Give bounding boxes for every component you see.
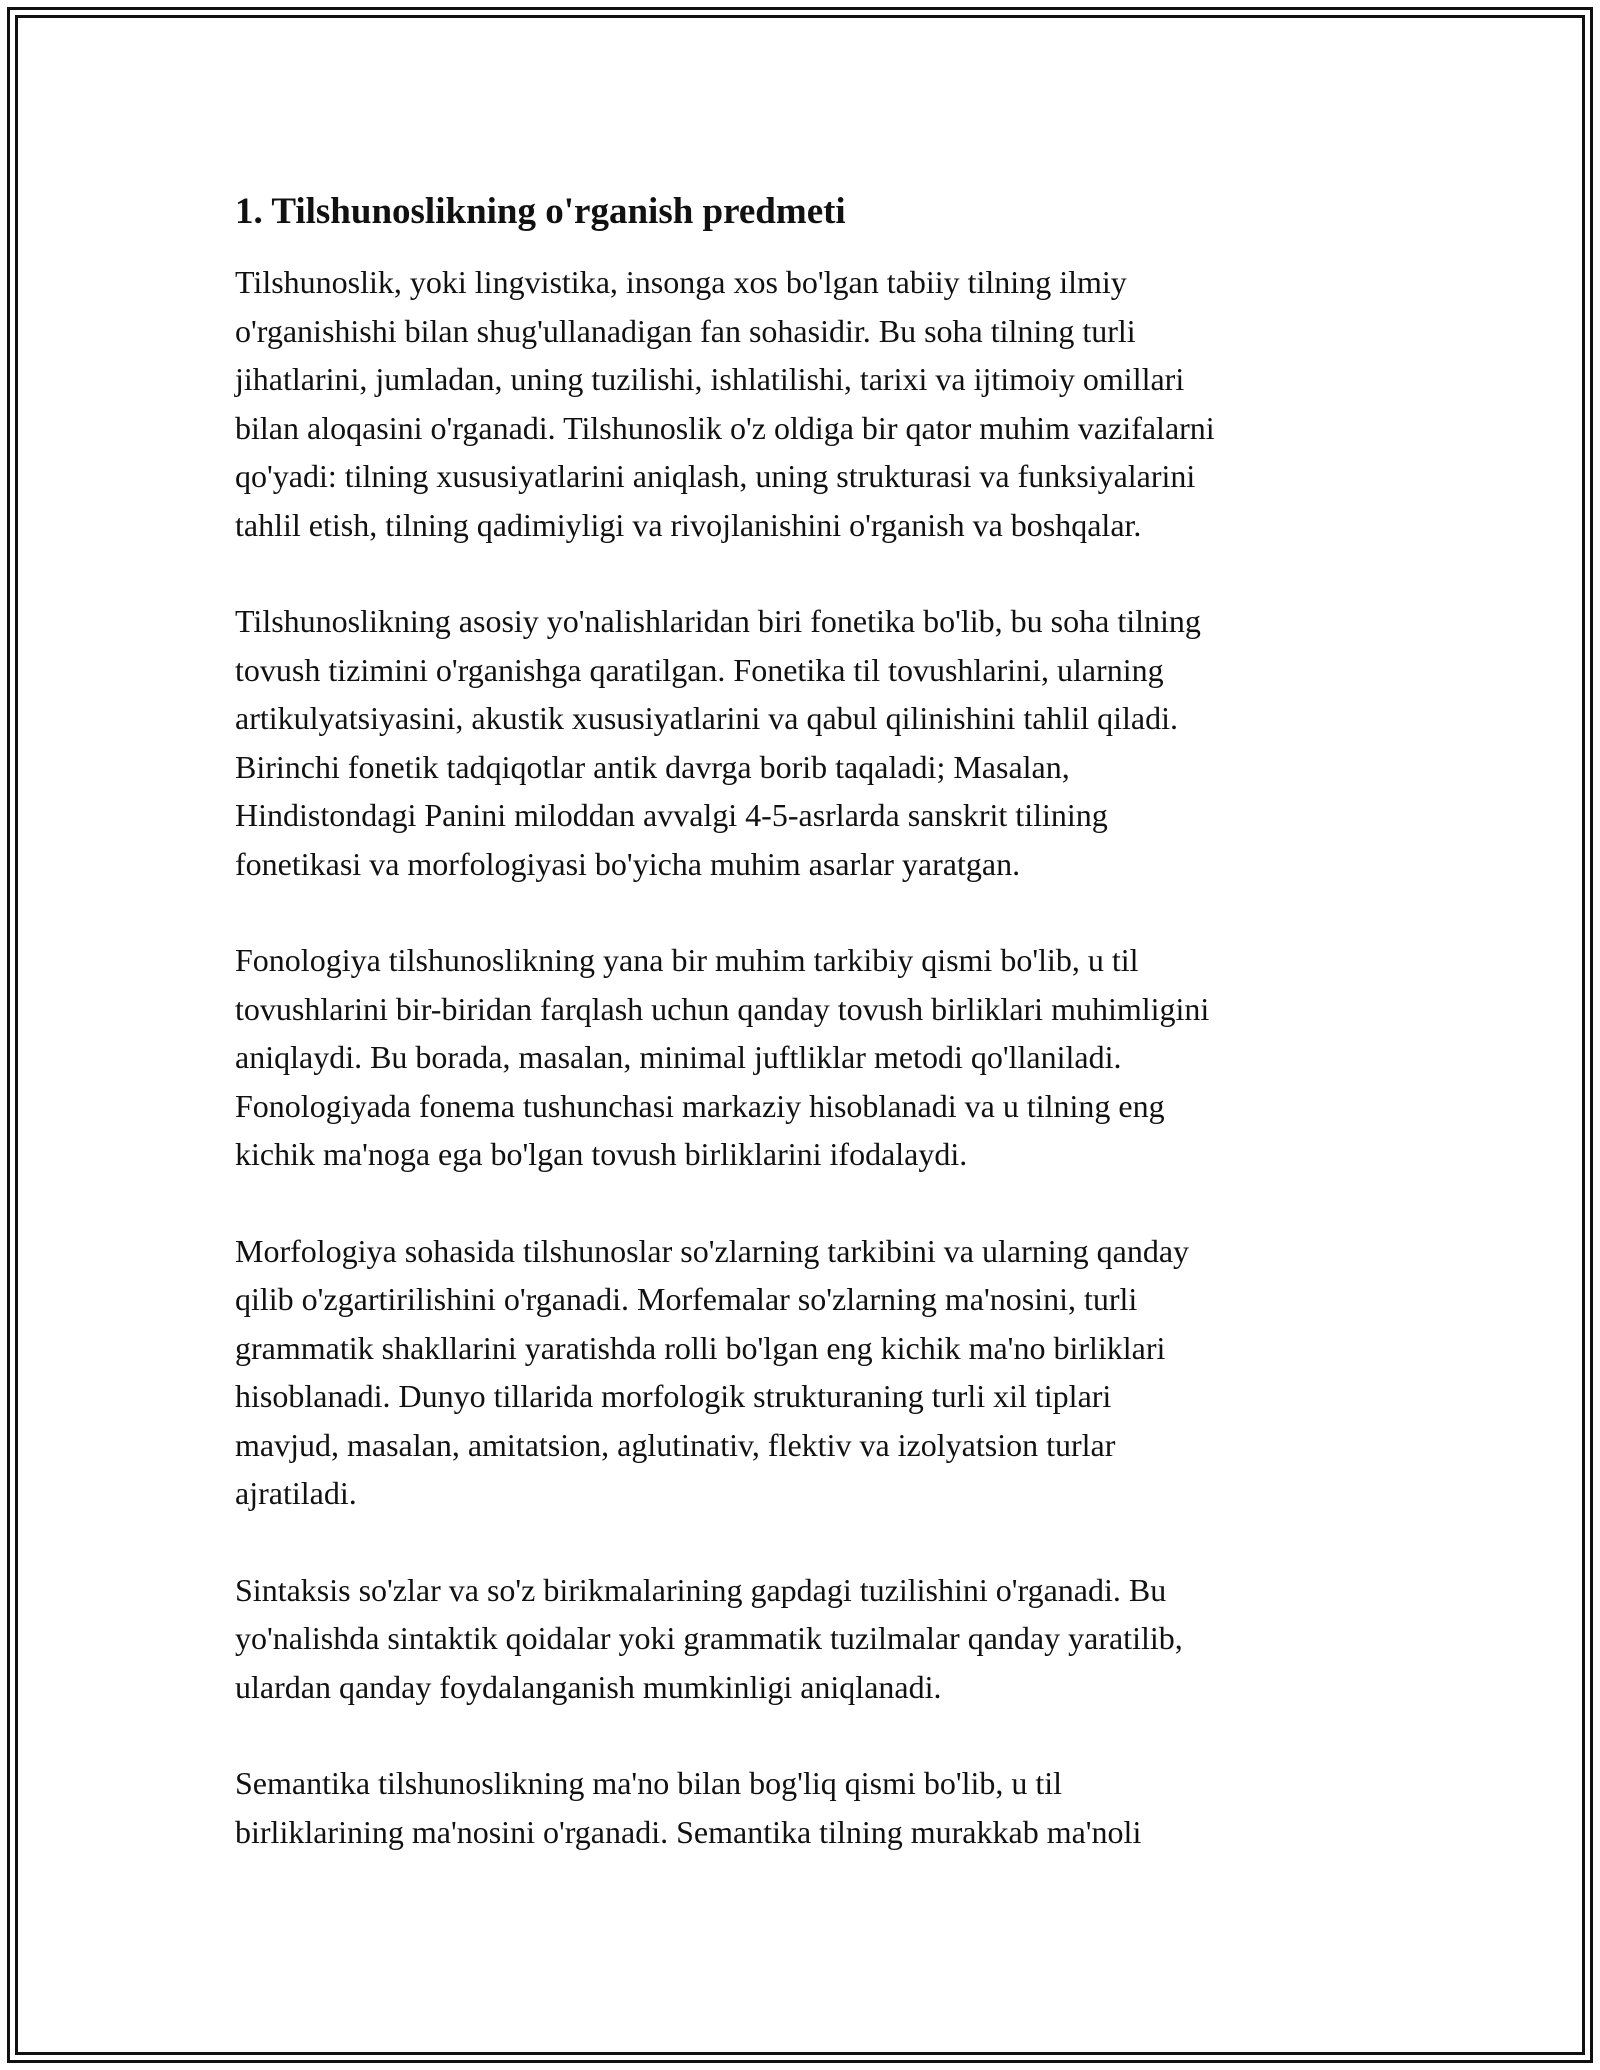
document-body xyxy=(235,186,1365,1904)
paragraph-phonology: Fonologiya tilshunoslikning yana bir muhim tarkibiy qismi bo'lib, u til tovushlarini bir-biridan farqlash uchun qanday tovush birliklari muhimligini aniqlaydi. Bu borada, masalan, minimal juftliklar metodi qo'llaniladi. Fonologiyada fonema tushunchasi markaziy hisoblanadi va u tilning eng kichik ma'noga ega bo'lgan tovush birliklarini ifodalaydi. xyxy=(235,942,1210,1172)
paragraph-phonetics: Tilshunoslikning asosiy yo'nalishlaridan biri fonetika bo'lib, bu soha tilning tovush tizimini o'rganishga qaratilgan. Fonetika til tovushlarini, ularning artikulyatsiyasini, akustik xususiyatlarini va qabul qilinishini tahlil qiladi. Birinchi fonetik tadqiqotlar antik davrga borib taqaladi; Masalan, Hindistondagi Panini miloddan avvalgi 4-5-asrlarda sanskrit tilining fonetikasi va morfologiyasi bo'yicha muhim asarlar yaratgan. xyxy=(235,603,1201,882)
section-heading: 1. Tilshunoslikning o'rganish predmeti xyxy=(235,191,846,232)
paragraph-syntax: Sintaksis so'zlar va so'z birikmalarining gapdagi tuzilishini o'rganadi. Bu yo'nalishda sintaktik qoidalar yoki grammatik tuzilmalar qanday yaratilib, ulardan qanday foydalanganish mumkinligi aniqlanadi. xyxy=(235,1571,1183,1705)
paragraph-morphology: Morfologiya sohasida tilshunoslar so'zlarning tarkibini va ularning qanday qilib o'zgartirilishini o'rganadi. Morfemalar so'zlarning ma'nosini, turli grammatik shakllarini yaratishda rolli bo'lgan eng kichik ma'no birliklari hisoblanadi. Dunyo tillarida morfologik strukturaning turli xil tiplari mavjud, masalan, amitatsion, aglutinativ, flektiv va izolyatsion turlar ajratiladi. xyxy=(235,1232,1190,1511)
paragraph-intro: Tilshunoslik, yoki lingvistika, insonga xos bo'lgan tabiiy tilning ilmiy o'rganishishi bilan shug'ullanadigan fan sohasidir. Bu soha tilning turli jihatlarini, jumladan, uning tuzilishi, ishlatilishi, tarixi va ijtimoiy omillari bilan aloqasini o'rganadi. Tilshunoslik o'z oldiga bir qator muhim vazifalarni qo'yadi: tilning xususiyatlarini aniqlash, uning strukturasi va funksiyalarini tahlil etish, tilning qadimiyligi va rivojlanishini o'rganish va boshqalar. xyxy=(235,264,1215,543)
paragraph-semantics: Semantika tilshunoslikning ma'no bilan bog'liq qismi bo'lib, u til birliklarining ma'nosini o'rganadi. Semantika tilning murakkab ma'noli xyxy=(235,1765,1142,1850)
